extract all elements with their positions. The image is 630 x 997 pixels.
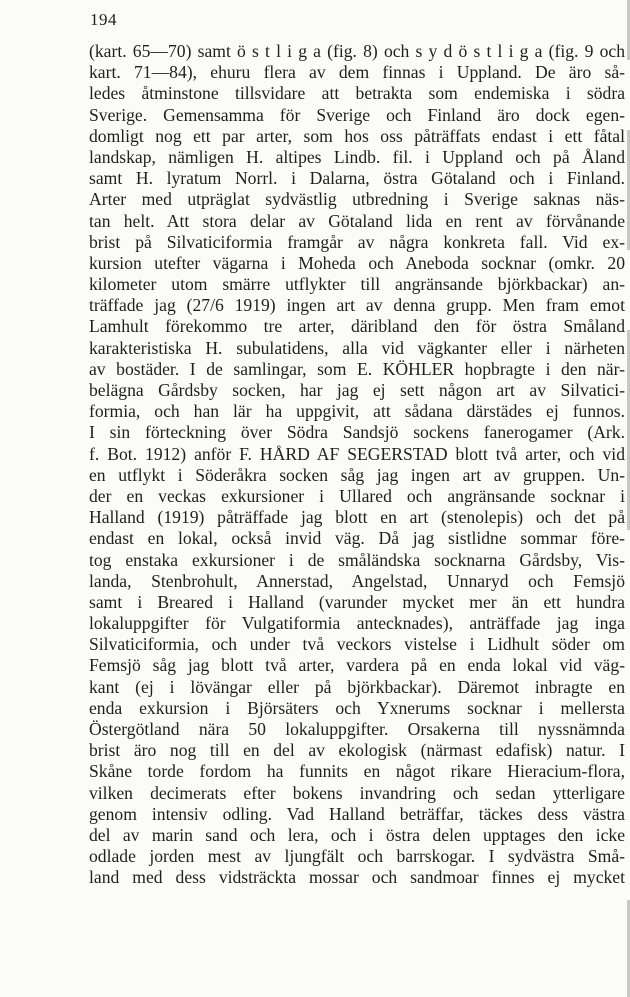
text-line: genom intensiv odling. Vad Halland beträffar, täckes dess västra bbox=[89, 803, 625, 824]
text-line: kilometer utom smärre utflykter till angränsande björkbackar) an- bbox=[89, 274, 625, 295]
text-line: vilken decimerats efter bokens invandring och sedan ytterligare bbox=[89, 782, 625, 803]
text-line: Arter med utpräglat sydvästlig utbredning i Sverige saknas näs- bbox=[89, 189, 625, 210]
text-line: domligt nog ett par arter, som hos oss påträffats endast i ett fåtal bbox=[89, 125, 625, 146]
text-line: Östergötland nära 50 lokaluppgifter. Orsakerna till nyssnämnda bbox=[89, 719, 625, 739]
text-line: kart. 71—84), ehuru flera av dem finnas i Uppland. De äro så- bbox=[89, 62, 625, 83]
text-line: enda exkursion i Björsäters och Yxnerums socknar i mellersta bbox=[89, 697, 625, 718]
text-line: del av marin sand och lera, och i östra delen upptages den icke bbox=[89, 824, 625, 845]
text-line: endast en lokal, också invid väg. Då jag sistlidne sommar före- bbox=[89, 528, 625, 549]
text-line: tog enstaka exkursioner i de småländska socknarna Gårdsby, Vis- bbox=[89, 549, 625, 570]
text-line: Lamhult förekommo tre arter, däribland den för östra Småland bbox=[89, 316, 625, 337]
text-line: tan helt. Att stora delar av Götaland lida en rent av förvånande bbox=[89, 210, 625, 231]
text-line: brist på Silvaticiformia framgår av några konkreta fall. Vid ex- bbox=[89, 231, 625, 252]
text-line: träffade jag (27/6 1919) ingen art av denna grupp. Men fram emot bbox=[89, 295, 625, 316]
text-line: I sin förteckning över Södra Sandsjö sockens fanerogamer (Ark. bbox=[89, 422, 625, 443]
page-number: 194 bbox=[90, 10, 117, 29]
text-line: landskap, nämligen H. altipes Lindb. fil. i Uppland och på Åland bbox=[89, 146, 625, 167]
text-line: ledes åtminstone tillsvidare att betrakta som endemiska i södra bbox=[89, 83, 625, 104]
text-line: Skåne torde fordom ha funnits en något rikare Hieracium-flora, bbox=[89, 761, 625, 782]
text-line: landa, Stenbrohult, Annerstad, Angelstad, Unnaryd och Femsjö bbox=[89, 570, 625, 591]
text-line: karakteristiska H. subulatidens, alla vid vägkanter eller i närheten bbox=[89, 337, 625, 358]
text-line: av bostäder. I de samlingar, som E. KÖHLER hopbragte i den när- bbox=[89, 358, 625, 379]
text-line: Halland (1919) påträffade jag blott en art (stenolepis) och det på bbox=[89, 507, 625, 528]
text-line: Silvaticiformia, och under två veckors vistelse i Lidhult söder om bbox=[89, 634, 625, 655]
text-line: samt i Breared i Halland (varunder mycket mer än ett hundra bbox=[89, 591, 625, 612]
text-line: belägna Gårdsby socken, har jag ej sett någon art av Silvatici- bbox=[89, 380, 625, 400]
text-line: brist äro nog till en del av ekologisk (närmast edafisk) natur. I bbox=[89, 740, 625, 761]
text-line: kursion utefter vägarna i Moheda och Aneboda socknar (omkr. 20 bbox=[89, 252, 625, 273]
text-line: kant (ej i lövängar eller på björkbackar). Däremot inbragte en bbox=[89, 676, 625, 697]
text-line: (kart. 65—70) samt ö s t l i g a (fig. 8) och s y d ö s t l i g a (fig. 9 och bbox=[89, 41, 625, 61]
text-line: land med dess vidsträckta mossar och sandmoar finnes ej mycket bbox=[89, 867, 625, 888]
body-text bbox=[89, 41, 625, 889]
text-line: en utflykt i Söderåkra socken såg jag ingen art av gruppen. Un- bbox=[89, 464, 625, 485]
text-line: f. Bot. 1912) anför F. HÅRD AF SEGERSTAD blott två arter, och vid bbox=[89, 443, 625, 464]
text-line: Femsjö såg jag blott två arter, vardera på en enda lokal vid väg- bbox=[89, 655, 625, 676]
text-line: lokaluppgifter för Vulgatiformia antecknades), anträffade jag inga bbox=[89, 613, 625, 634]
text-line: odlade jorden mest av ljungfält och barrskogar. I sydvästra Små- bbox=[89, 846, 625, 867]
text-line: der en veckas exkursioner i Ullared och angränsande socknar i bbox=[89, 485, 625, 506]
text-line: formia, och han lär ha uppgivit, att sådana därstädes ej funnos. bbox=[89, 401, 625, 422]
text-line: Sverige. Gemensamma för Sverige och Finland äro dock egen- bbox=[89, 104, 625, 125]
text-line: samt H. lyratum Norrl. i Dalarna, östra Götaland och i Finland. bbox=[89, 168, 625, 189]
